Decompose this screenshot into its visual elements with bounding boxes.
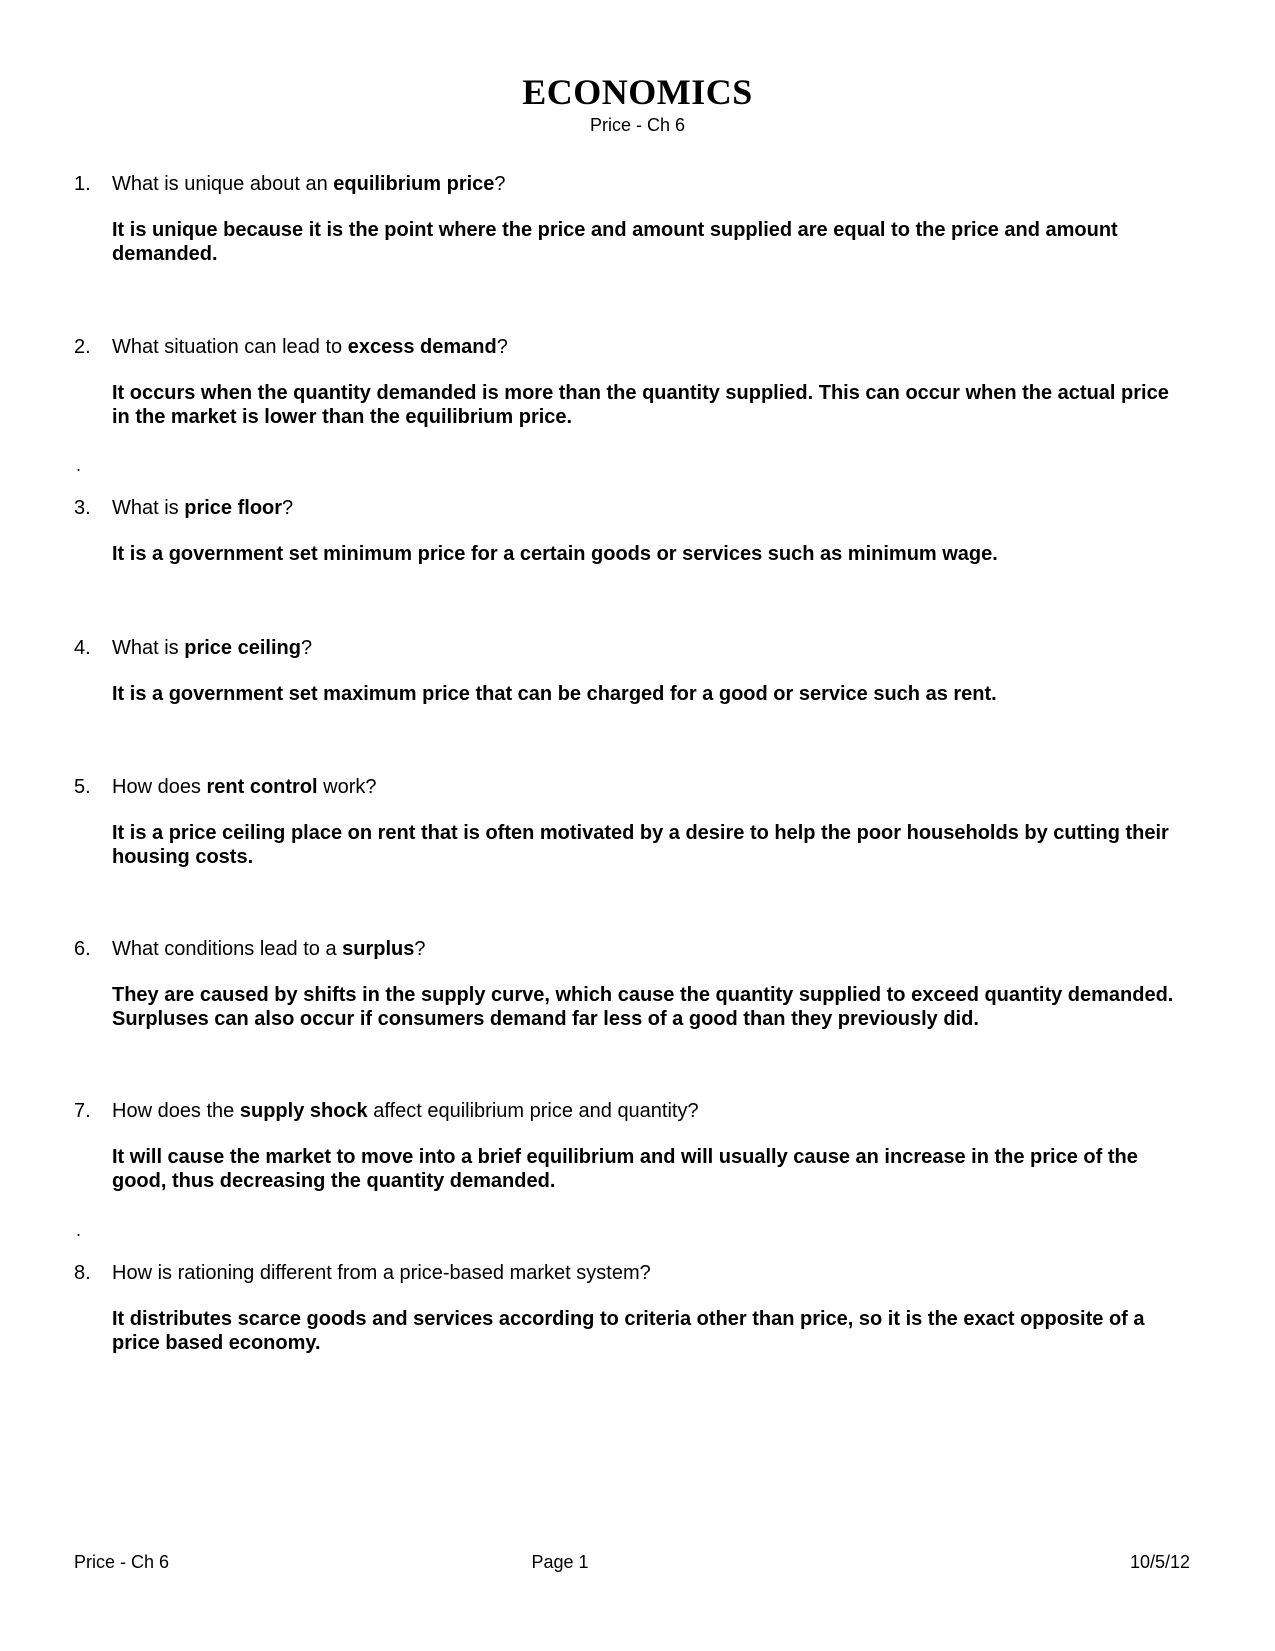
question-keyword: supply shock [239,1100,368,1122]
question-text-post: work? [317,776,377,798]
footer-left: Price - Ch 6 [74,1552,170,1572]
document-title: ECONOMICS [522,72,753,112]
question-number: 2. [74,336,91,358]
footer-page-number: Page 1 [531,1552,589,1572]
question-text-post: ? [496,336,508,358]
answer-7: It will cause the market to move into a brief equilibrium and will usually cause an increase in the price of the good, thus decreasing the quantity demanded. [112,1146,1138,1192]
answer-8: It distributes scarce goods and services according to criteria other than price, so it is the exact opposite of a price based economy. [112,1308,1145,1354]
question-text-pre: What is unique about an [112,173,334,195]
question-block-2 [74,335,1204,429]
question-text-pre: How does the [112,1100,240,1122]
question-text-post: ? [494,173,506,195]
question-text-post: ? [300,637,313,659]
question-keyword: equilibrium price [333,173,495,195]
question-text-pre: How does [112,776,207,798]
question-block-7 [74,1099,1204,1193]
question-block-6 [74,937,1204,1031]
question-3 [74,496,1204,520]
question-keyword: surplus [342,938,415,960]
answer-2: It occurs when the quantity demanded is more than the quantity supplied. This can occur when the actual price in the market is lower than the equilibrium price. [112,382,1169,428]
question-number: 3. [74,497,91,519]
document-subtitle: Price - Ch 6 [589,115,686,135]
question-number: 4. [74,637,91,659]
stray-dot: . [76,455,82,475]
question-block-1 [74,172,1204,266]
question-6 [74,937,1204,961]
document-header [0,72,1275,136]
question-text-pre: How is rationing different from a price-based market system? [112,1262,651,1284]
question-number: 5. [74,776,91,798]
question-keyword: rent control [206,776,318,798]
question-7 [74,1099,1204,1123]
question-number: 7. [74,1100,91,1122]
question-text-pre: What is [112,497,185,519]
answer-6: They are caused by shifts in the supply curve, which cause the quantity supplied to exceed quantity demanded. Surpluses can also occur if consumers demand far less of a good than they previously did. [112,984,1174,1030]
stray-dot: . [76,1220,82,1240]
question-5 [74,775,1204,799]
question-block-5 [74,775,1204,869]
answer-5: It is a price ceiling place on rent that is often motivated by a desire to help the poor households by cutting their housing costs. [112,822,1169,868]
question-text-pre: What conditions lead to a [112,938,343,960]
question-1 [74,172,1204,196]
question-block-8 [74,1261,1204,1355]
question-block-4 [74,636,1204,706]
question-number: 6. [74,938,91,960]
question-8 [74,1261,1204,1285]
question-keyword: price ceiling [184,637,301,659]
question-block-3 [74,496,1204,566]
answer-4: It is a government set maximum price that can be charged for a good or service such as rent. [112,683,997,705]
answer-1: It is unique because it is the point where the price and amount supplied are equal to the price and amount demanded. [112,219,1118,265]
question-number: 1. [74,173,91,195]
question-keyword: price floor [184,497,283,519]
answer-3: It is a government set minimum price for a certain goods or services such as minimum wage. [112,543,998,565]
footer-date: 10/5/12 [1129,1552,1190,1572]
question-text-pre: What is [112,637,185,659]
question-keyword: excess demand [347,336,497,358]
question-2 [74,335,1204,359]
question-text-pre: What situation can lead to [112,336,348,358]
question-text-post: ? [414,938,426,960]
question-text-post: ? [282,497,294,519]
question-text-post: affect equilibrium price and quantity? [367,1100,699,1122]
question-number: 8. [74,1262,91,1284]
question-4 [74,636,1204,660]
